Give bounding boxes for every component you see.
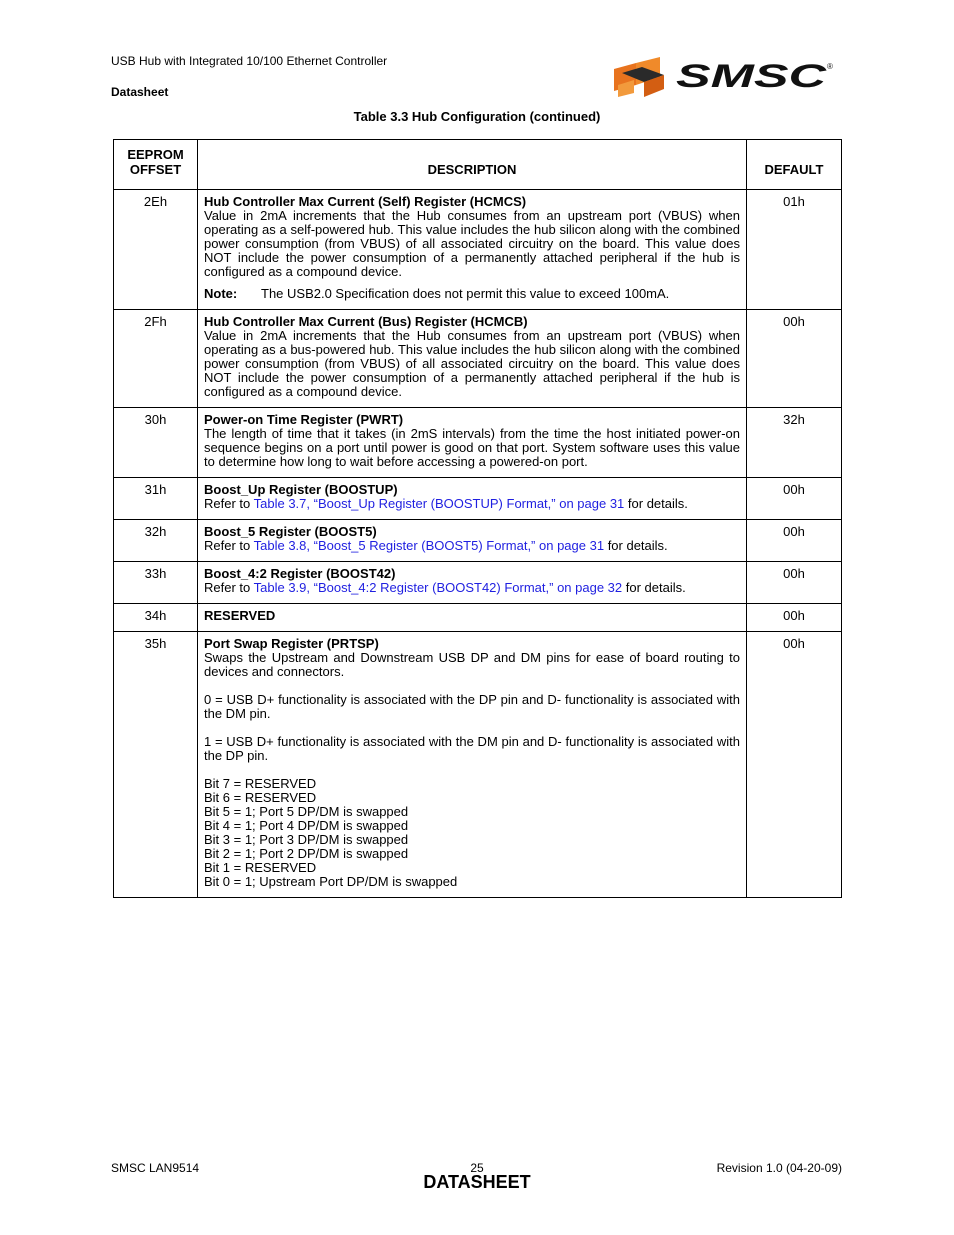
page-number: 25: [470, 1161, 484, 1175]
register-description: Swaps the Upstream and Downstream USB DP and DM pins for ease of board routing to devices and connectors.: [204, 650, 740, 679]
footer-product: SMSC LAN9514: [111, 1161, 200, 1175]
bit-item: Bit 1 = RESERVED: [204, 860, 317, 875]
hub-configuration-table: [113, 139, 842, 898]
offset-cell: 2Fh: [114, 310, 198, 408]
smsc-logo: [612, 55, 838, 99]
bit-item: Bit 7 = RESERVED: [204, 776, 317, 791]
description-cell: [198, 562, 747, 604]
bit-zero-meaning: 0 = USB D+ functionality is associated with the DP pin and D- functionality is associated with the DM pin.: [204, 692, 740, 721]
smsc-logo-mark-icon: [614, 57, 664, 97]
register-description: Value in 2mA increments that the Hub consumes from an upstream port (VBUS) when operating as a bus-powered hub. This value includes the hub silicon along with the combined power consumption (from VBUS) of all associated circuitry on the board. This value does NOT include the power consumption of a permanently attached peripheral if the hub is configured as a compound device.: [204, 328, 740, 399]
description-cell: [198, 604, 747, 632]
document-title: USB Hub with Integrated 10/100 Ethernet Controller: [111, 54, 388, 68]
table-row: [114, 520, 842, 562]
note: [204, 287, 740, 301]
register-reference: [204, 581, 740, 595]
default-cell: 01h: [747, 190, 842, 310]
table-row: [114, 604, 842, 632]
register-title: Power-on Time Register (PWRT): [204, 412, 404, 427]
bit-item: Bit 5 = 1; Port 5 DP/DM is swapped: [204, 804, 409, 819]
register-title: Port Swap Register (PRTSP): [204, 636, 379, 651]
table-row: [114, 190, 842, 310]
bit-item: Bit 2 = 1; Port 2 DP/DM is swapped: [204, 846, 409, 861]
bit-item: Bit 0 = 1; Upstream Port DP/DM is swapped: [204, 874, 458, 889]
reference-prefix: Refer to: [204, 538, 254, 553]
register-reference: [204, 497, 740, 511]
column-header-default: DEFAULT: [747, 140, 842, 190]
registered-mark: ®: [827, 62, 833, 71]
reference-suffix: for details.: [624, 496, 688, 511]
description-cell: [198, 520, 747, 562]
reference-suffix: for details.: [622, 580, 686, 595]
note-text: The USB2.0 Specification does not permit this value to exceed 100mA.: [261, 286, 670, 301]
description-cell: [198, 408, 747, 478]
note-label: Note:: [204, 286, 238, 301]
offset-cell: 32h: [114, 520, 198, 562]
offset-cell: 31h: [114, 478, 198, 520]
smsc-logo-text: SMSC: [676, 58, 828, 94]
reference-prefix: Refer to: [204, 580, 254, 595]
table-3-8-link[interactable]: Table 3.8, “Boost_5 Register (BOOST5) Format,” on page 31: [253, 538, 605, 553]
table-row: [114, 478, 842, 520]
footer-datasheet-label: DATASHEET: [423, 1172, 531, 1192]
default-cell: 00h: [747, 310, 842, 408]
table-header-row: [114, 140, 842, 190]
bit-one-meaning: 1 = USB D+ functionality is associated with the DM pin and D- functionality is associated with the DP pin.: [204, 734, 740, 763]
column-header-description: DESCRIPTION: [198, 140, 747, 190]
description-cell: [198, 478, 747, 520]
default-cell: 00h: [747, 562, 842, 604]
default-cell: 32h: [747, 408, 842, 478]
offset-cell: 30h: [114, 408, 198, 478]
register-title: Boost_4:2 Register (BOOST42): [204, 566, 396, 581]
register-title: Hub Controller Max Current (Bus) Register (HCMCB): [204, 314, 528, 329]
table-3-7-link[interactable]: Table 3.7, “Boost_Up Register (BOOSTUP) Format,” on page 31: [253, 496, 625, 511]
bit-item: Bit 4 = 1; Port 4 DP/DM is swapped: [204, 818, 409, 833]
table-row: [114, 310, 842, 408]
description-cell: [198, 310, 747, 408]
offset-cell: 33h: [114, 562, 198, 604]
description-cell: [198, 190, 747, 310]
table-caption: Table 3.3 Hub Configuration (continued): [353, 109, 601, 124]
table-row: [114, 562, 842, 604]
table-row: [114, 632, 842, 898]
bit-item: Bit 3 = 1; Port 3 DP/DM is swapped: [204, 832, 409, 847]
register-title: Hub Controller Max Current (Self) Register (HCMCS): [204, 194, 527, 209]
register-title: Boost_5 Register (BOOST5): [204, 524, 377, 539]
bit-item: Bit 6 = RESERVED: [204, 790, 317, 805]
table-row: [114, 408, 842, 478]
offset-cell: 34h: [114, 604, 198, 632]
bit-list: [204, 777, 740, 889]
column-header-offset: EEPROM OFFSET: [114, 140, 198, 190]
default-cell: 00h: [747, 604, 842, 632]
document-type: Datasheet: [111, 85, 169, 99]
reference-prefix: Refer to: [204, 496, 254, 511]
description-cell: [198, 632, 747, 898]
register-title: Boost_Up Register (BOOSTUP): [204, 482, 398, 497]
footer-revision: Revision 1.0 (04-20-09): [716, 1161, 842, 1175]
register-description: Value in 2mA increments that the Hub consumes from an upstream port (VBUS) when operating as a self-powered hub. This value includes the hub silicon along with the combined power consumption (from VBUS) of all associated circuitry on the board. This value does NOT include the power consumption of a permanently attached peripheral if the hub is configured as a compound device.: [204, 208, 740, 279]
default-cell: 00h: [747, 632, 842, 898]
offset-cell: 35h: [114, 632, 198, 898]
register-title: RESERVED: [204, 608, 276, 623]
register-description: The length of time that it takes (in 2mS intervals) from the time the host initiated power-on sequence begins on a port until power is good on that port. System software uses this value to determine how long to wait before accessing a powered-on port.: [204, 426, 740, 469]
reference-suffix: for details.: [604, 538, 668, 553]
default-cell: 00h: [747, 520, 842, 562]
default-cell: 00h: [747, 478, 842, 520]
table-3-9-link[interactable]: Table 3.9, “Boost_4:2 Register (BOOST42) Format,” on page 32: [253, 580, 623, 595]
register-reference: [204, 539, 740, 553]
offset-cell: 2Eh: [114, 190, 198, 310]
